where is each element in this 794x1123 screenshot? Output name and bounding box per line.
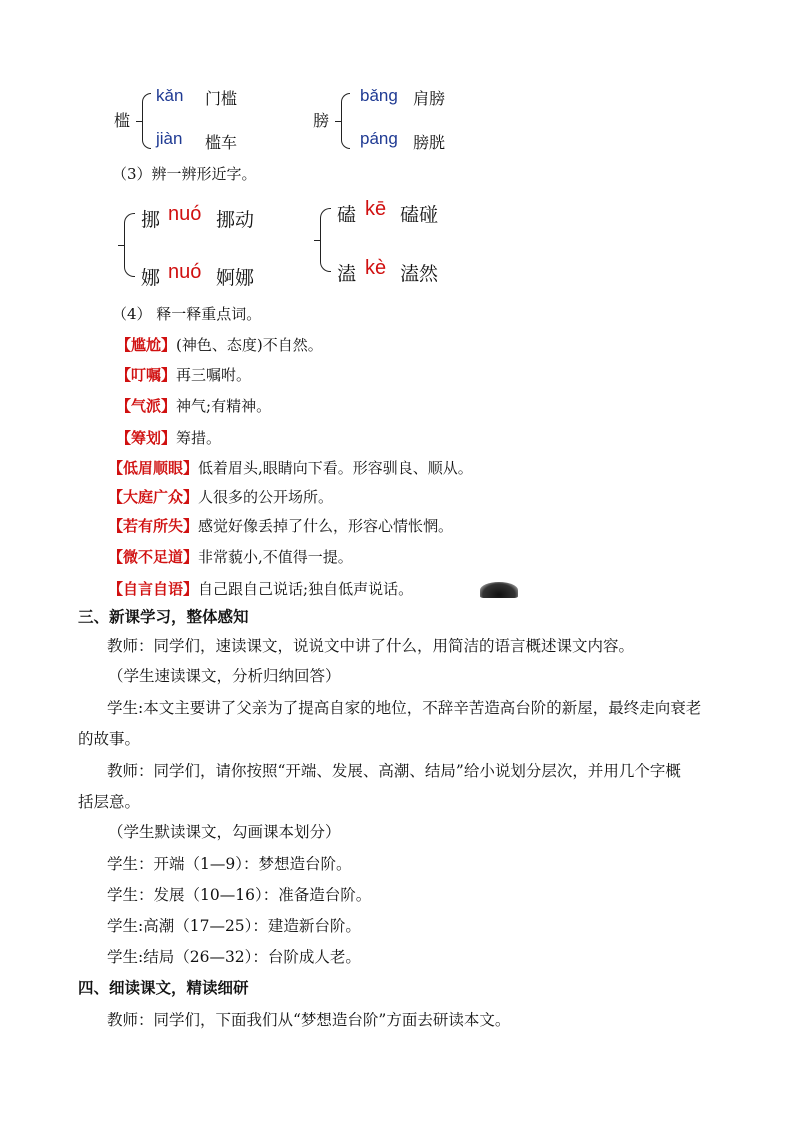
pinyin: kǎn [156,86,184,105]
brace [142,93,151,149]
word: 磕碰 [400,204,439,226]
student-line: 学生:结局（26—32）：台阶成人老。 [107,948,361,966]
student-line: 学生：开端（1—9）：梦想造台阶。 [107,855,352,873]
heading-section-3: 三、新课学习，整体感知 [78,607,249,626]
term: 【筹划】 [116,429,177,447]
pinyin: kè [365,257,387,279]
term-row [116,395,271,416]
term-row [116,364,251,385]
note-line: （学生速读课文，分析归纳回答） [108,667,341,685]
term: 【气派】 [116,397,177,415]
term-definition: 感觉好像丢掉了什么，形容心情怅惘。 [198,517,454,535]
student-line: 学生:高潮（17—25）：建造新台阶。 [107,917,361,935]
similar-char: 娜 [141,267,161,289]
term: 【叮嘱】 [116,366,177,384]
term: 【若有所失】 [108,517,199,535]
term-definition: 低着眉头,眼睛向下看。形容驯良、顺从。 [198,459,473,477]
term-definition: 非常藐小,不值得一提。 [198,548,353,566]
pinyin: jiàn [156,129,183,148]
term-definition: 自己跟自己说话;独自低声说话。 [198,580,414,598]
teacher-line: 教师：同学们，请你按照“开端、发展、高潮、结局”给小说划分层次，并用几个字概 [107,762,681,780]
ink-blot [480,582,518,598]
pinyin: bǎng [360,86,398,105]
section-4-label: （4） 释一释重点词。 [112,305,262,323]
teacher-line: 教师：同学们，速读课文，说说文中讲了什么，用简洁的语言概述课文内容。 [107,637,635,655]
heading-section-4: 四、细读课文，精读细研 [78,978,249,997]
word: 挪动 [216,209,255,231]
brace [124,213,135,277]
word: 溘然 [400,263,439,285]
term-definition: 再三嘱咐。 [176,366,252,384]
term: 【自言自语】 [108,580,199,598]
word: 婀娜 [216,267,255,289]
word: 肩膀 [413,89,446,108]
term: 【微不足道】 [108,548,199,566]
term-row [116,334,323,355]
term: 【大庭广众】 [108,488,199,506]
section-3-label: （3）辨一辨形近字。 [112,165,257,183]
pinyin: páng [360,129,398,148]
term-definition: 筹措。 [176,429,222,447]
polyphone-char: 膀 [313,111,330,130]
term-definition: 神气;有精神。 [176,397,272,415]
term-row [108,546,353,567]
similar-char: 磕 [337,204,357,226]
brace [320,208,331,272]
teacher-line-continued: 括层意。 [78,793,141,811]
term-row [108,457,473,478]
word: 膀胱 [413,133,446,152]
polyphone-char: 槛 [114,111,131,130]
pinyin: kē [365,198,387,220]
term: 【低眉顺眼】 [108,459,199,477]
term-row [108,486,333,507]
word: 槛车 [205,133,238,152]
note-line: （学生默读课文，勾画课本划分） [108,823,341,841]
pinyin: nuó [168,203,202,225]
term-row [116,427,221,448]
term: 【尴尬】 [116,336,177,354]
brace [341,93,350,149]
student-line-continued: 的故事。 [78,730,141,748]
similar-char: 溘 [337,263,357,285]
student-line: 学生：发展（10—16）：准备造台阶。 [107,886,372,904]
student-line: 学生:本文主要讲了父亲为了提高自家的地位，不辞辛苦造高台阶的新屋，最终走向衰老 [107,699,702,717]
term-definition: 人很多的公开场所。 [198,488,334,506]
word: 门槛 [205,89,238,108]
pinyin: nuó [168,261,202,283]
term-row [108,578,413,599]
teacher-line: 教师：同学们，下面我们从“梦想造台阶”方面去研读本文。 [107,1011,511,1029]
term-definition: (神色、态度)不自然。 [176,336,323,354]
similar-char: 挪 [141,209,161,231]
term-row [108,515,453,536]
